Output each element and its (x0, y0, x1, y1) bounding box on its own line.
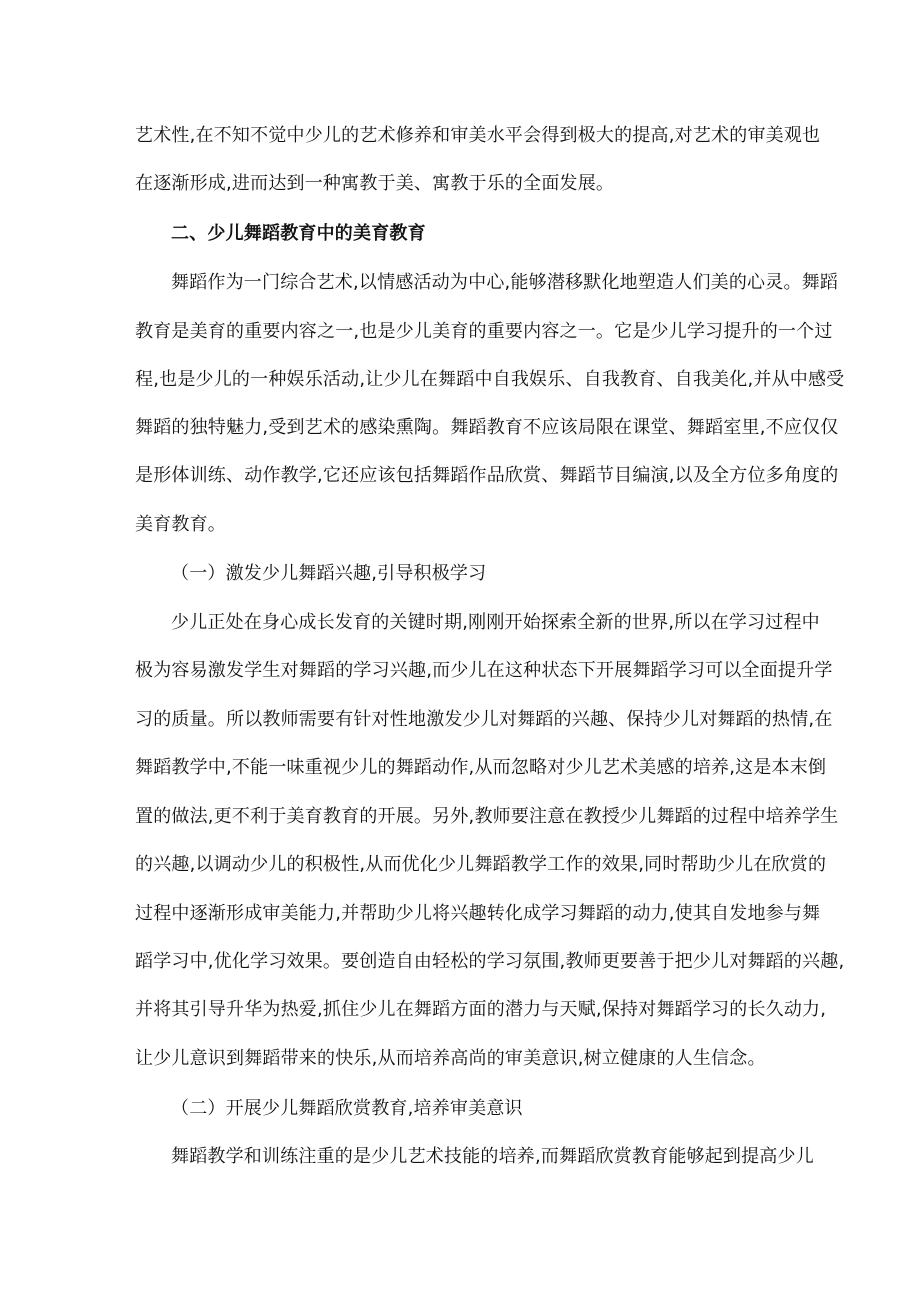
body-line: 是形体训练、动作教学,它还应该包括舞蹈作品欣赏、舞蹈节目编演,以及全方位多角度的 (135, 465, 839, 486)
body-line: 在逐渐形成,进而达到一种寓教于美、寓教于乐的全面发展。 (135, 173, 615, 194)
paragraph-first-line: 舞蹈教学和训练注重的是少儿艺术技能的培养,而舞蹈欣赏教育能够起到提高少儿 (171, 1146, 814, 1167)
body-line: 舞蹈教学中,不能一味重视少儿的舞蹈动作,从而忽略对少儿艺术美感的培养,这是本末倒 (135, 757, 827, 778)
paragraph-first-line: 舞蹈作为一门综合艺术,以情感活动为中心,能够潜移默化地塑造人们美的心灵。舞蹈 (171, 272, 839, 293)
body-line: 的兴趣,以调动少儿的积极性,从而优化少儿舞蹈教学工作的效果,同时帮助少儿在欣赏的 (135, 854, 827, 875)
section-heading: 二、少儿舞蹈教育中的美育教育 (171, 223, 426, 244)
body-line: 习的质量。所以教师需要有针对性地激发少儿对舞蹈的兴趣、保持少儿对舞蹈的热情,在 (135, 709, 833, 730)
body-line: 艺术性,在不知不觉中少儿的艺术修养和审美水平会得到极大的提高,对艺术的审美观也 (135, 125, 821, 146)
body-line: 并将其引导升华为热爱,抓住少儿在舞蹈方面的潜力与天赋,保持对舞蹈学习的长久动力, (135, 999, 827, 1020)
body-line: 蹈学习中,优化学习效果。要创造自由轻松的学习氛围,教师更要善于把少儿对舞蹈的兴趣, (135, 951, 845, 972)
body-line: 让少儿意识到舞蹈带来的快乐,从而培养高尚的审美意识,树立健康的人生信念。 (135, 1048, 766, 1069)
subsection-heading: （二）开展少儿舞蹈欣赏教育,培养审美意识 (171, 1098, 523, 1119)
body-line: 极为容易激发学生对舞蹈的学习兴趣,而少儿在这种状态下开展舞蹈学习可以全面提升学 (135, 660, 833, 681)
body-line: 置的做法,更不利于美育教育的开展。另外,教师要注意在教授少儿舞蹈的过程中培养学生 (135, 806, 839, 827)
body-line: 美育教育。 (135, 514, 226, 535)
subsection-heading: （一）激发少儿舞蹈兴趣,引导积极学习 (171, 563, 487, 584)
body-line: 过程中逐渐形成审美能力,并帮助少儿将兴趣转化成学习舞蹈的动力,使其自发地参与舞 (135, 903, 821, 924)
body-line: 教育是美育的重要内容之一,也是少儿美育的重要内容之一。它是少儿学习提升的一个过 (135, 321, 833, 342)
body-line: 程,也是少儿的一种娱乐活动,让少儿在舞蹈中自我娱乐、自我教育、自我美化,并从中感受 (135, 369, 845, 390)
paragraph-first-line: 少儿正处在身心成长发育的关键时期,刚刚开始探索全新的世界,所以在学习过程中 (171, 612, 820, 633)
body-line: 舞蹈的独特魅力,受到艺术的感染熏陶。舞蹈教育不应该局限在课堂、舞蹈室里,不应仅仅 (135, 417, 839, 438)
